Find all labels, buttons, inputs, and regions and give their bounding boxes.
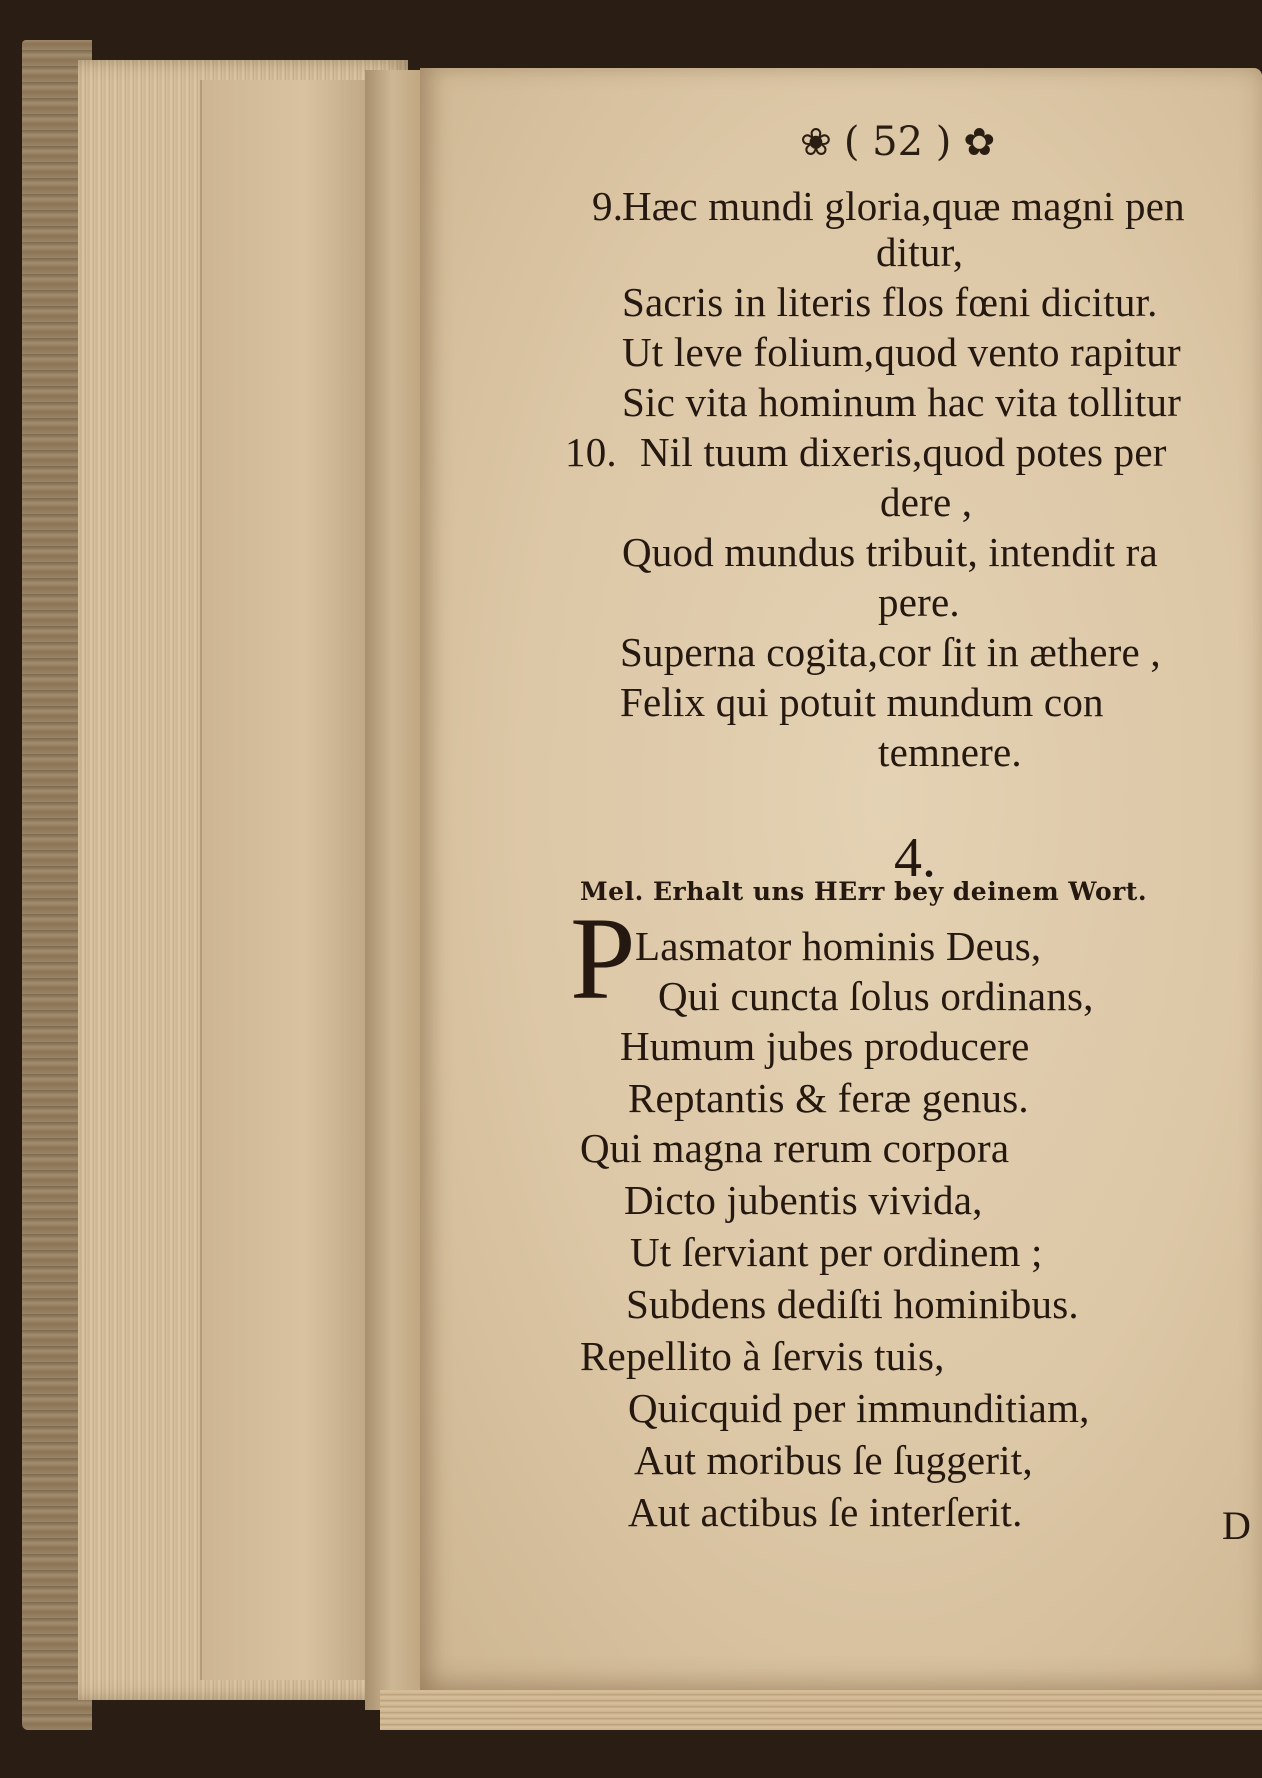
- hymn-line: Reptantis & feræ genus.: [628, 1075, 1029, 1121]
- stanza-10-line: Superna cogita,cor ſit in æthere ,: [620, 629, 1161, 675]
- stanza-9-line: Sacris in literis flos fœni dicitur.: [622, 279, 1158, 325]
- hymn-line: Lasmator hominis Deus,: [635, 923, 1042, 969]
- stanza-9-line: Sic vita hominum hac vita tollitur: [622, 379, 1182, 425]
- ornament-right-icon: ✿: [963, 120, 996, 164]
- stanza-10-line: temnere.: [878, 729, 1022, 775]
- hymn-line: Subdens dediſti hominibus.: [626, 1281, 1079, 1327]
- stanza-9-number: 9.: [592, 183, 624, 229]
- hymn-line: Dicto jubentis vivida,: [624, 1177, 983, 1223]
- stanza-10-number: 10.: [565, 429, 617, 475]
- stanza-10-line: Nil tuum dixeris,quod potes per: [640, 429, 1167, 475]
- stanza-9-line: Ut leve folium,quod vento rapitur: [622, 329, 1181, 375]
- hymn-line: Ut ſerviant per ordinem ;: [630, 1229, 1043, 1275]
- ornament-left-icon: ❀: [800, 120, 832, 164]
- stanza-10-line: Felix qui potuit mundum con: [620, 679, 1104, 725]
- left-page: [200, 80, 372, 1680]
- hymn-line: Quicquid per immunditiam,: [628, 1385, 1090, 1431]
- hymn-line: Aut actibus ſe interſerit.: [628, 1489, 1023, 1535]
- hymn-line: Qui magna rerum corpora: [580, 1125, 1010, 1171]
- hymn-number: 4.: [894, 827, 936, 889]
- hymn-line: Repellito à ſervis tuis,: [580, 1333, 945, 1379]
- page-bottom-edges: [380, 1690, 1262, 1730]
- hymn-line: Qui cuncta ſolus ordinans,: [658, 973, 1094, 1019]
- stanza-10-line: pere.: [878, 579, 960, 625]
- catchword: D: [1222, 1503, 1251, 1548]
- page-number: ( 52 ): [843, 119, 952, 165]
- stanza-9-line: ditur,: [876, 229, 964, 275]
- page-header: [800, 112, 1050, 172]
- book-gutter: [365, 70, 425, 1710]
- stanza-9-line: Hæc mundi gloria,quæ magni pen: [622, 183, 1185, 229]
- stanza-10-line: Quod mundus tribuit, intendit ra: [622, 529, 1158, 575]
- drop-capital: P: [570, 893, 636, 1024]
- hymn-line: Humum jubes producere: [620, 1023, 1030, 1069]
- stanza-10-line: dere ,: [880, 479, 973, 525]
- hymn-line: Aut moribus ſe ſuggerit,: [634, 1437, 1033, 1483]
- melody-indication: Mel. Erhalt uns HErr bey deinem Wort.: [580, 877, 1148, 906]
